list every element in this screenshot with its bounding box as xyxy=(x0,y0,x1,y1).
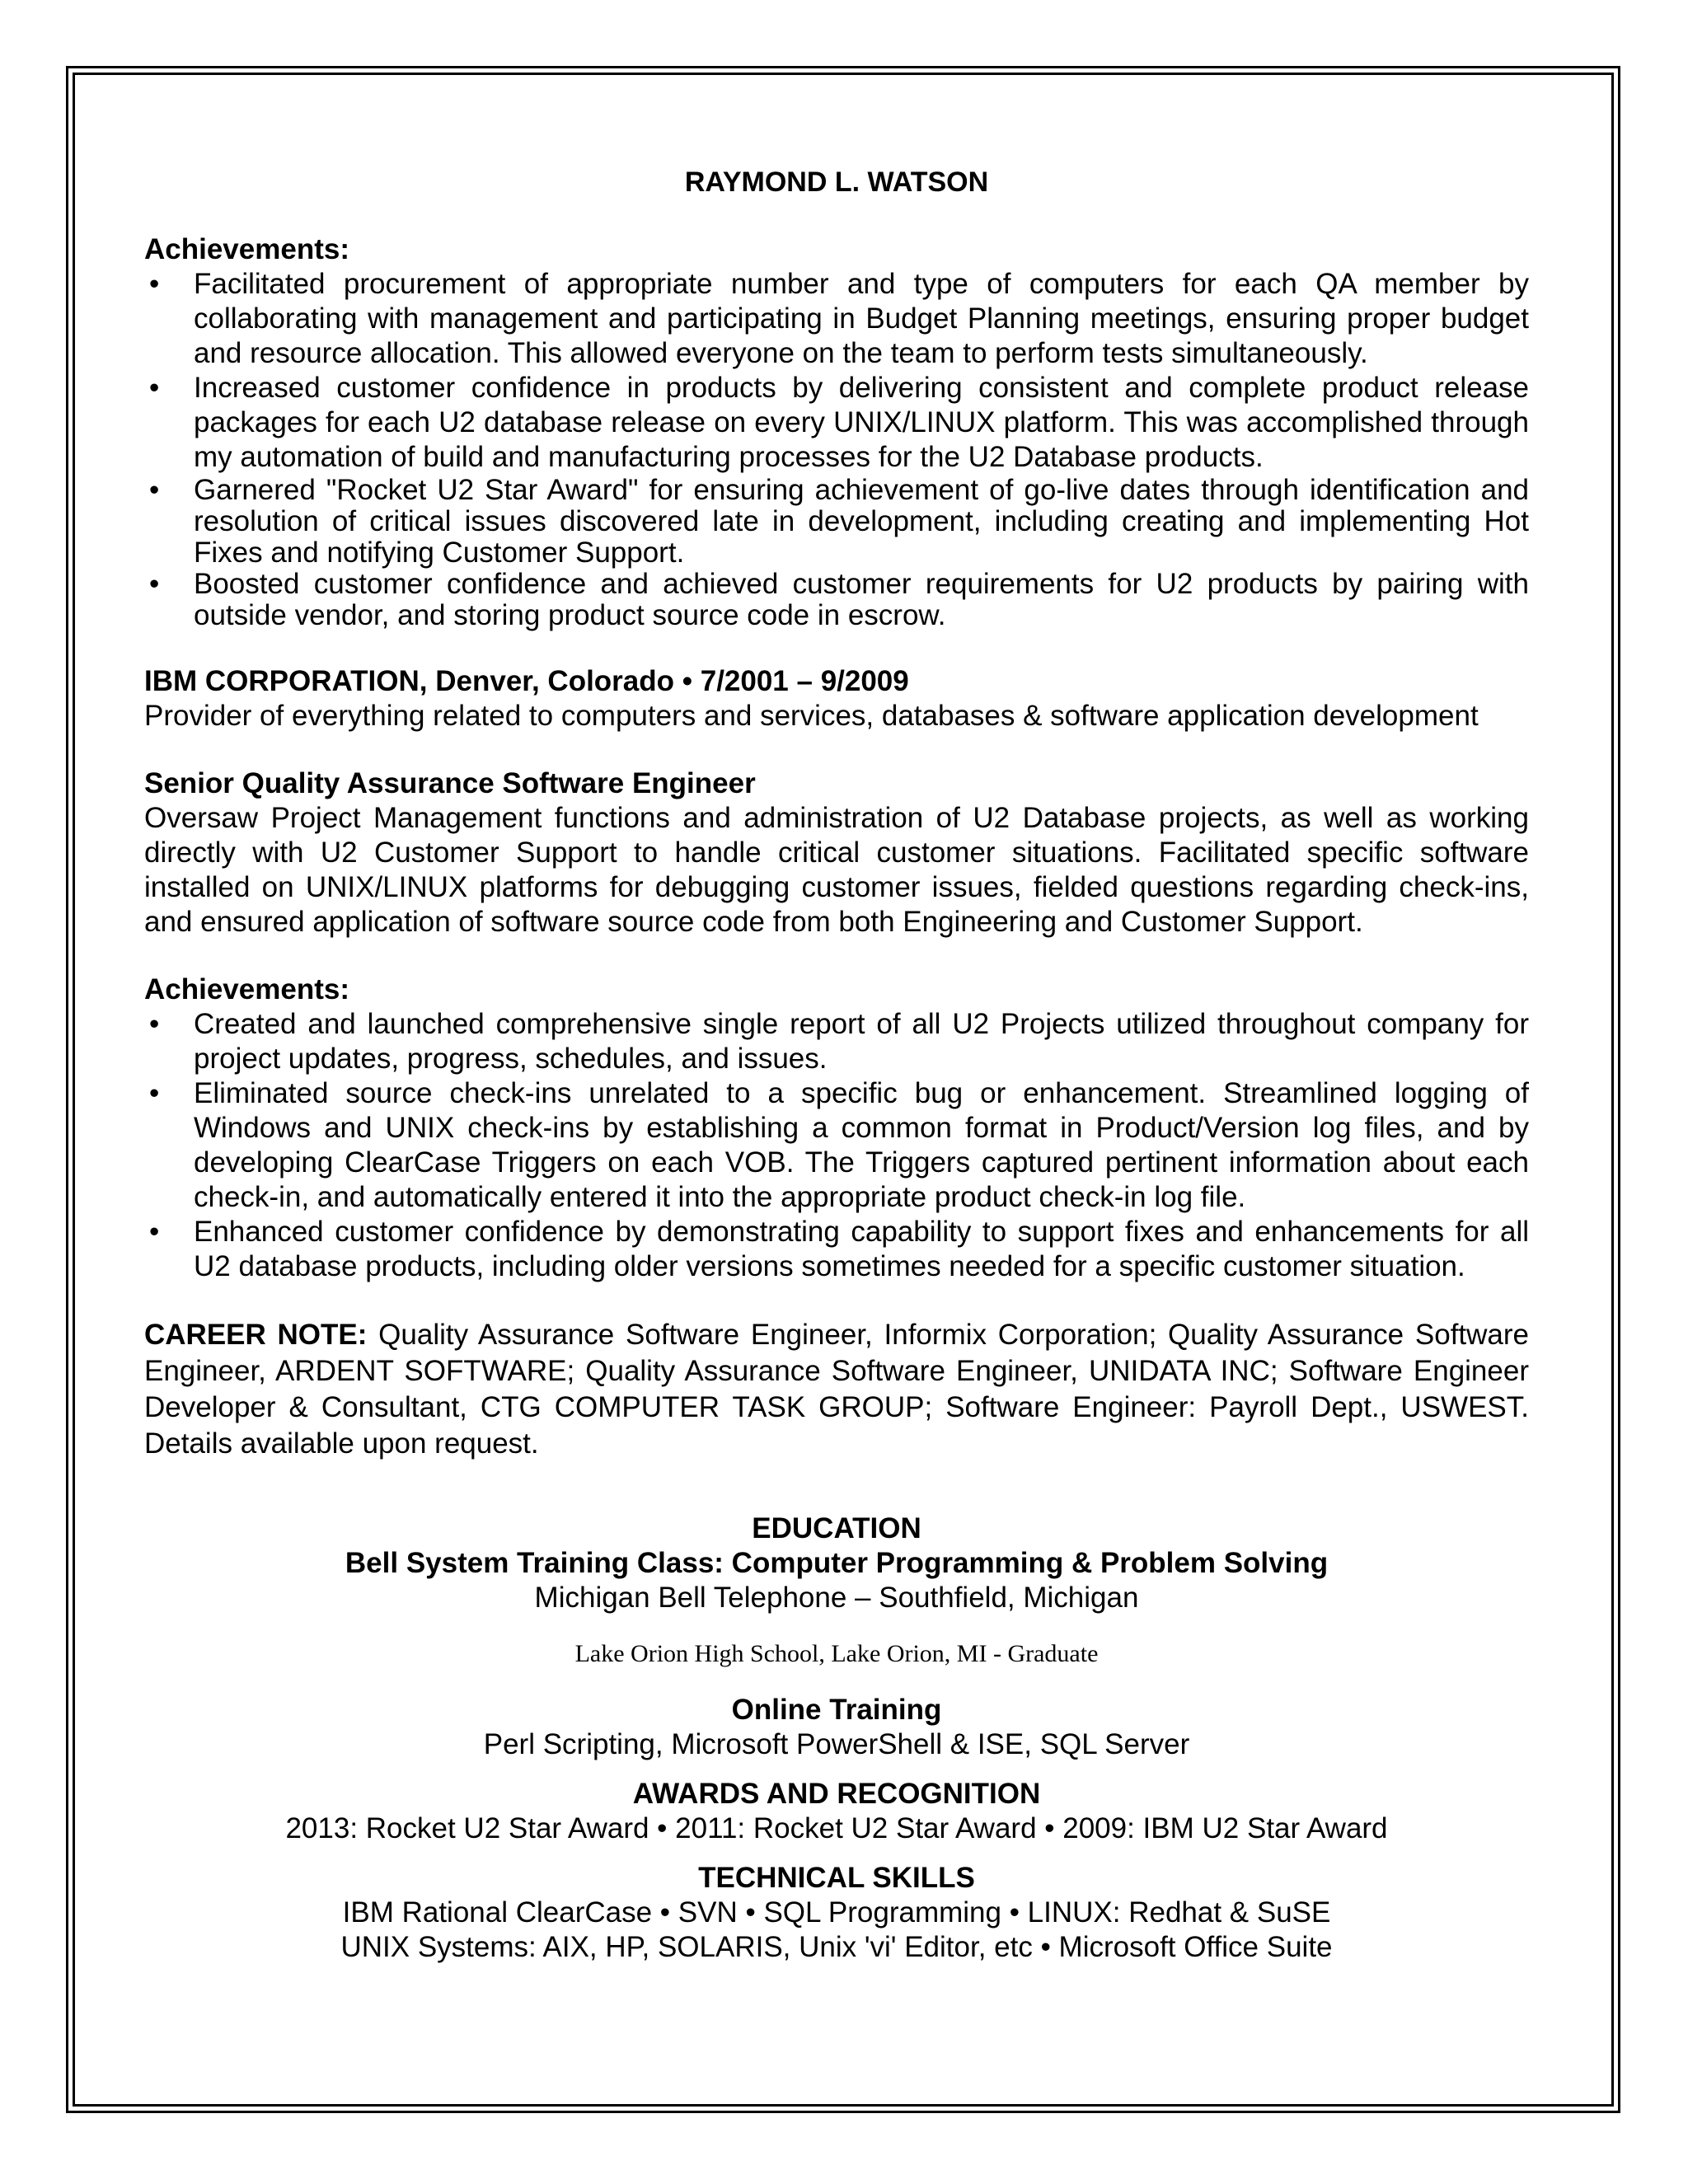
education-institution: Michigan Bell Telephone – Southfield, Michigan xyxy=(534,1582,1139,1614)
skills-line-2: UNIX Systems: AIX, HP, SOLARIS, Unix 'vi' Editor, etc • Microsoft Office Suite xyxy=(340,1931,1333,1963)
achievement-item: • Boosted customer confidence and achieved customer requirements for U2 products by pairing with outside vendor, and storing product source code in escrow. xyxy=(144,569,1529,631)
career-note-text: Quality Assurance Software Engineer, Informix Corporation; Quality Assurance Software Engineer, ARDENT SOFTWARE; Quality Assurance Software Engineer, UNIDATA INC; Software Engineer Developer & Consultant, CTG COMPUTER TASK GROUP; Software Engineer: Payroll Dept., USWEST. Details available upon request. xyxy=(144,1319,1530,1460)
employer-heading: IBM CORPORATION, Denver, Colorado • 7/2001 – 9/2009 xyxy=(144,665,909,697)
role-title: Senior Quality Assurance Software Engineer xyxy=(144,767,756,799)
achievements-list-2 xyxy=(144,1007,1529,1284)
achievements-heading-2: Achievements: xyxy=(144,973,349,1005)
achievement-item: • Facilitated procurement of appropriate number and type of computers for each QA member by collaborating with management and participating in Budget Planning meetings, ensuring proper budget and resource allocation. This allowed everyone on the team to perform tests simultaneously. xyxy=(144,267,1529,371)
achievement-item: • Enhanced customer confidence by demonstrating capability to support fixes and enhancements for all U2 database products, including older versions sometimes needed for a specific customer situation. xyxy=(144,1215,1529,1284)
achievement-item: • Created and launched comprehensive single report of all U2 Projects utilized throughout company for project updates, progress, schedules, and issues. xyxy=(144,1007,1529,1076)
employer-description: Provider of everything related to computers and services, databases & software application development xyxy=(144,700,1479,732)
role-description: Oversaw Project Management functions and administration of U2 Database projects, as well as working directly with U2 Customer Support to handle critical customer situations. Facilitated specific software installed on UNIX/LINUX platforms for debugging customer issues, fielded questions regarding check-ins, and ensured application of software source code from both Engineering and Customer Support. xyxy=(144,802,1529,938)
online-training-courses: Perl Scripting, Microsoft PowerShell & ISE, SQL Server xyxy=(483,1728,1190,1760)
achievements-heading: Achievements: xyxy=(144,233,349,265)
career-note xyxy=(144,1317,1529,1462)
achievement-item: • Increased customer confidence in products by delivering consistent and complete product release packages for each U2 database release on every UNIX/LINUX platform. This was accomplished through my automation of build and manufacturing processes for the U2 Database products. xyxy=(144,371,1529,475)
education-course: Bell System Training Class: Computer Programming & Problem Solving xyxy=(345,1547,1329,1579)
resume-body xyxy=(144,165,1529,1965)
awards-heading: AWARDS AND RECOGNITION xyxy=(632,1778,1041,1810)
awards-text: 2013: Rocket U2 Star Award • 2011: Rocket U2 Star Award • 2009: IBM U2 Star Award xyxy=(285,1812,1388,1844)
education-heading: EDUCATION xyxy=(752,1512,921,1544)
achievements-list xyxy=(144,267,1529,631)
education-high-school: Lake Orion High School, Lake Orion, MI - Graduate xyxy=(574,1640,1099,1667)
skills-heading: TECHNICAL SKILLS xyxy=(698,1862,975,1894)
skills-line-1: IBM Rational ClearCase • SVN • SQL Programming • LINUX: Redhat & SuSE xyxy=(342,1896,1331,1929)
achievement-item: • Garnered "Rocket U2 Star Award" for ensuring achievement of go-live dates through identification and resolution of critical issues discovered late in development, including creating and implementing Hot Fixes and notifying Customer Support. xyxy=(144,475,1529,569)
achievement-item: • Eliminated source check-ins unrelated to a specific bug or enhancement. Streamlined logging of Windows and UNIX check-ins by establishing a common format in Product/Version log files, and by developing ClearCase Triggers on each VOB. The Triggers captured pertinent information about each check-in, and automatically entered it into the appropriate product check-in log file. xyxy=(144,1076,1529,1215)
candidate-name: RAYMOND L. WATSON xyxy=(684,166,989,198)
career-note-label: CAREER NOTE: xyxy=(144,1319,368,1351)
online-training-heading: Online Training xyxy=(731,1694,942,1726)
